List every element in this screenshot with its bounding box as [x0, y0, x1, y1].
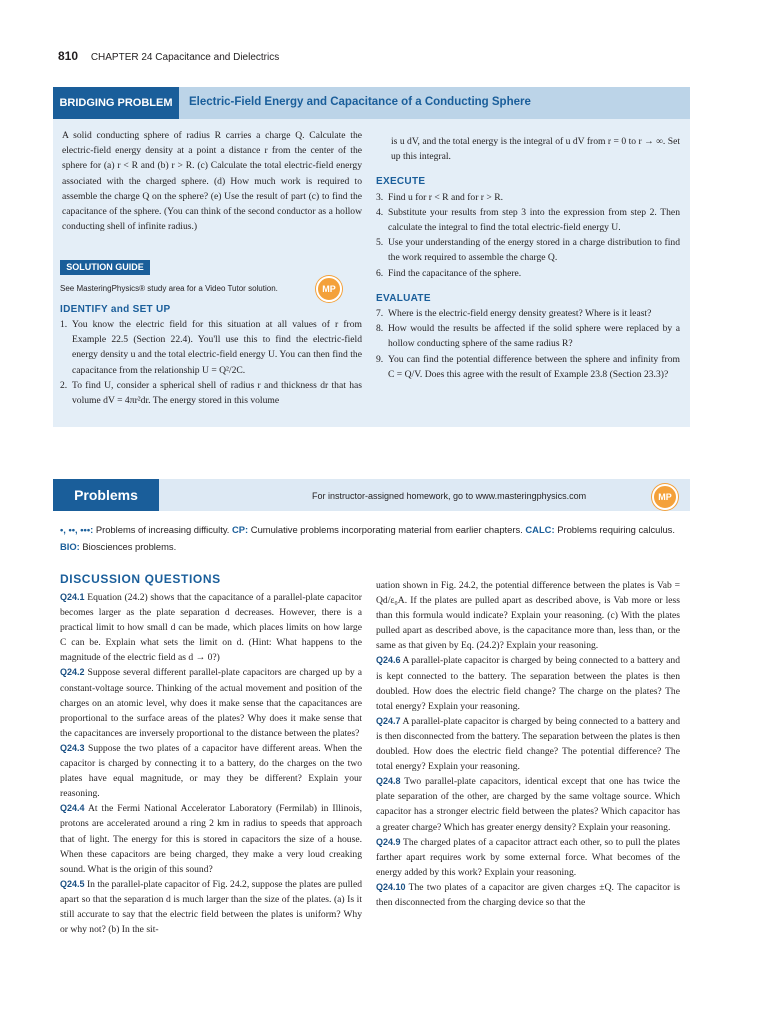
item-number: 6.: [376, 267, 384, 279]
discussion-left-column: [60, 590, 362, 937]
legend-bio-text: Biosciences problems.: [82, 541, 177, 552]
homework-text: For instructor-assigned homework, go to www.masteringphysics.com: [312, 491, 587, 501]
item-text: Where is the electric-field energy density greatest? Where is it least?: [388, 308, 652, 320]
identify-heading: IDENTIFY and SET UP: [60, 304, 171, 315]
list-item: [60, 317, 362, 378]
item-number: 4.: [376, 206, 384, 218]
question: Q24.1 Equation (24.2) shows that the capacitance of a parallel-plate capacitor becomes larger as the plate separation d decreases. However, there is a practical limit to how small d can be made, which places limits on how large C can be. Explain what sets the limit on d. (Hint: What happens to the magnitude of the electric field as d → 0?): [60, 592, 362, 664]
legend-bio: BIO:: [60, 541, 80, 552]
item-text: Use your understanding of the energy stored in a charge distribution to find the work required to assemble the charge Q.: [388, 237, 680, 264]
chapter-title: Capacitance and Dielectrics: [155, 52, 280, 63]
evaluate-heading: EVALUATE: [376, 292, 431, 304]
list-item: [376, 306, 680, 321]
legend-cp-text: Cumulative problems incorporating material from earlier chapters.: [250, 524, 523, 535]
question: Q24.2 Suppose several different parallel-plate capacitors are charged up by a constant-voltage source. Thinking of the actual movement and position of the charges on an atomic level, why does it make sense that the capacitances are proportional to the surface areas of the plates? Why does it make sense that the capacitances are inversely proportional to the distance between the plates?: [60, 667, 362, 739]
item-number: 2.: [60, 379, 68, 391]
item-text: How would the results be affected if the solid sphere were replaced by a hollow conducting sphere of the same radius R?: [388, 323, 680, 350]
item-text: Substitute your results from step 3 into the expression from step 2. Then calculate the integral to find the total electric-field energy U.: [388, 206, 680, 234]
question: Q24.9 The charged plates of a capacitor attract each other, so to pull the plates farther apart requires work by some external force. What becomes of the energy added by this work? Explain your reasoning.: [376, 836, 680, 878]
list-item: [376, 205, 680, 235]
discussion-right-column: [376, 578, 680, 910]
legend-cp: CP:: [232, 524, 249, 535]
legend-dots: •, ••, •••:: [60, 524, 94, 535]
list-item: [376, 321, 680, 351]
question-continuation: uation shown in Fig. 24.2, the potential difference between the plates is Vab = Qd/ε₀A. If the plates are pulled apart as described above, is Vab more or less than this formula would indicate? Explain your reasoning. (c) With the plates pulled apart as described above, is the capacitance more than, less than, or the same as that given by Eq. (24.2)? Explain your reasoning.: [376, 580, 680, 652]
bridging-right-column: [376, 134, 680, 382]
mp-icon: MP: [652, 484, 678, 510]
question: Q24.6 A parallel-plate capacitor is charged by being connected to a battery and is kept connected to the battery. The separation between the plates is then doubled. How does the electric field change? The charge on the plates? The total energy? Explain your reasoning.: [376, 655, 681, 712]
bridging-title: Electric-Field Energy and Capacitance of a Conducting Sphere: [189, 96, 531, 108]
legend-dots-text: Problems of increasing difficulty.: [95, 524, 230, 535]
bridging-left-column: [62, 128, 362, 234]
question: Q24.3 Suppose the two plates of a capacitor have different areas. When the capacitor is charged by connecting it to a battery, do the charges on the two plates have equal magnitude, or may they be different? Explain your reasoning.: [60, 742, 362, 800]
list-item: [376, 190, 680, 205]
item-text: Find u for r < R and for r > R.: [388, 191, 504, 203]
running-header: [58, 49, 279, 63]
identify-list: [60, 317, 362, 408]
see-text: See MasteringPhysics® study area for a Video Tutor solution.: [60, 284, 278, 293]
question: Q24.4 At the Fermi National Accelerator Laboratory (Fermilab) in Illinois, protons are accelerated around a ring 2 km in radius to speeds that approach that of light. The energy for this is stored in capacitors the size of a house. When these capacitors are being charged, they make a very loud creaking sound. What is the origin of this sound?: [60, 803, 362, 875]
solution-guide-badge: SOLUTION GUIDE: [60, 260, 150, 275]
item-text: You can find the potential difference between the sphere and infinity from C = Q/V. Does this agree with the result of Example 23.8 (Section 23.3)?: [388, 353, 680, 380]
mp-icon: MP: [316, 276, 342, 302]
list-item: [376, 352, 680, 382]
problems-title: Problems: [53, 479, 159, 511]
item-text: Find the capacitance of the sphere.: [388, 267, 522, 279]
item-number: 3.: [376, 191, 384, 203]
list-item: [376, 266, 680, 281]
item-number: 9.: [376, 353, 384, 365]
chapter-label: CHAPTER 24: [90, 52, 153, 63]
legend-calc-text: Problems requiring calculus.: [557, 524, 675, 535]
legend-calc: CALC:: [525, 524, 555, 535]
question: Q24.7 A parallel-plate capacitor is charged by being connected to a battery and is then disconnected from the battery. The separation between the plates is then doubled. How does the electric field change? The potential difference? The total energy? Explain your reasoning.: [376, 715, 681, 773]
list-item: [60, 378, 362, 408]
execute-heading: EXECUTE: [376, 176, 426, 188]
problems-legend: [60, 521, 690, 555]
bridging-label: BRIDGING PROBLEM: [53, 87, 179, 119]
discussion-heading: DISCUSSION QUESTIONS: [60, 572, 221, 586]
page-number: 810: [58, 49, 79, 63]
item-number: 7.: [376, 308, 384, 320]
setup-continuation: is u dV, and the total energy is the integral of u dV from r = 0 to r → ∞. Set up this integral.: [391, 136, 680, 163]
item-number: 8.: [376, 323, 384, 335]
item-text: You know the electric field for this situation at all values of r from Example 22.5 (Section 22.4). You'll use this to find the electric-field energy density u and the total electric-field energy U. You can then find the capacitance from the relationship U = Q²/2C.: [72, 319, 362, 376]
bridging-intro: A solid conducting sphere of radius R carries a charge Q. Calculate the electric-field energy density at a point a distance r from the center of the sphere for (a) r < R and (b) r > R. (c) Calculate the total electric-field energy associated with the charged sphere. (d) How much work is required to assemble the charge Q on the sphere? (e) Use the result of part (c) to find the capacitance of the sphere. (You can think of the second conductor as a hollow conducting shell of infinite radius.): [62, 130, 362, 233]
item-text: To find U, consider a spherical shell of radius r and thickness dr that has volume dV = 4πr²dr. The energy stored in this volume: [72, 379, 362, 407]
question: Q24.8 Two parallel-plate capacitors, identical except that one has twice the plate separation of the other, are charged by the same voltage source. Which capacitor has a stronger electric field between the plates? Which capacitor has a greater charge? Which has greater energy density? Explain your reasoning.: [376, 776, 680, 833]
item-number: 5.: [376, 237, 384, 249]
list-item: [376, 235, 680, 265]
item-number: 1.: [60, 319, 68, 330]
question: Q24.10 The two plates of a capacitor are given charges ±Q. The capacitor is then disconnected from the charging device so that the: [376, 881, 680, 908]
question: Q24.5 In the parallel-plate capacitor of Fig. 24.2, suppose the plates are pulled apart so that the separation d is much larger than the size of the plates. (a) Is it still accurate to say that the electric field between the plates is uniform? Why or why not? (b) In the sit-: [60, 878, 362, 936]
